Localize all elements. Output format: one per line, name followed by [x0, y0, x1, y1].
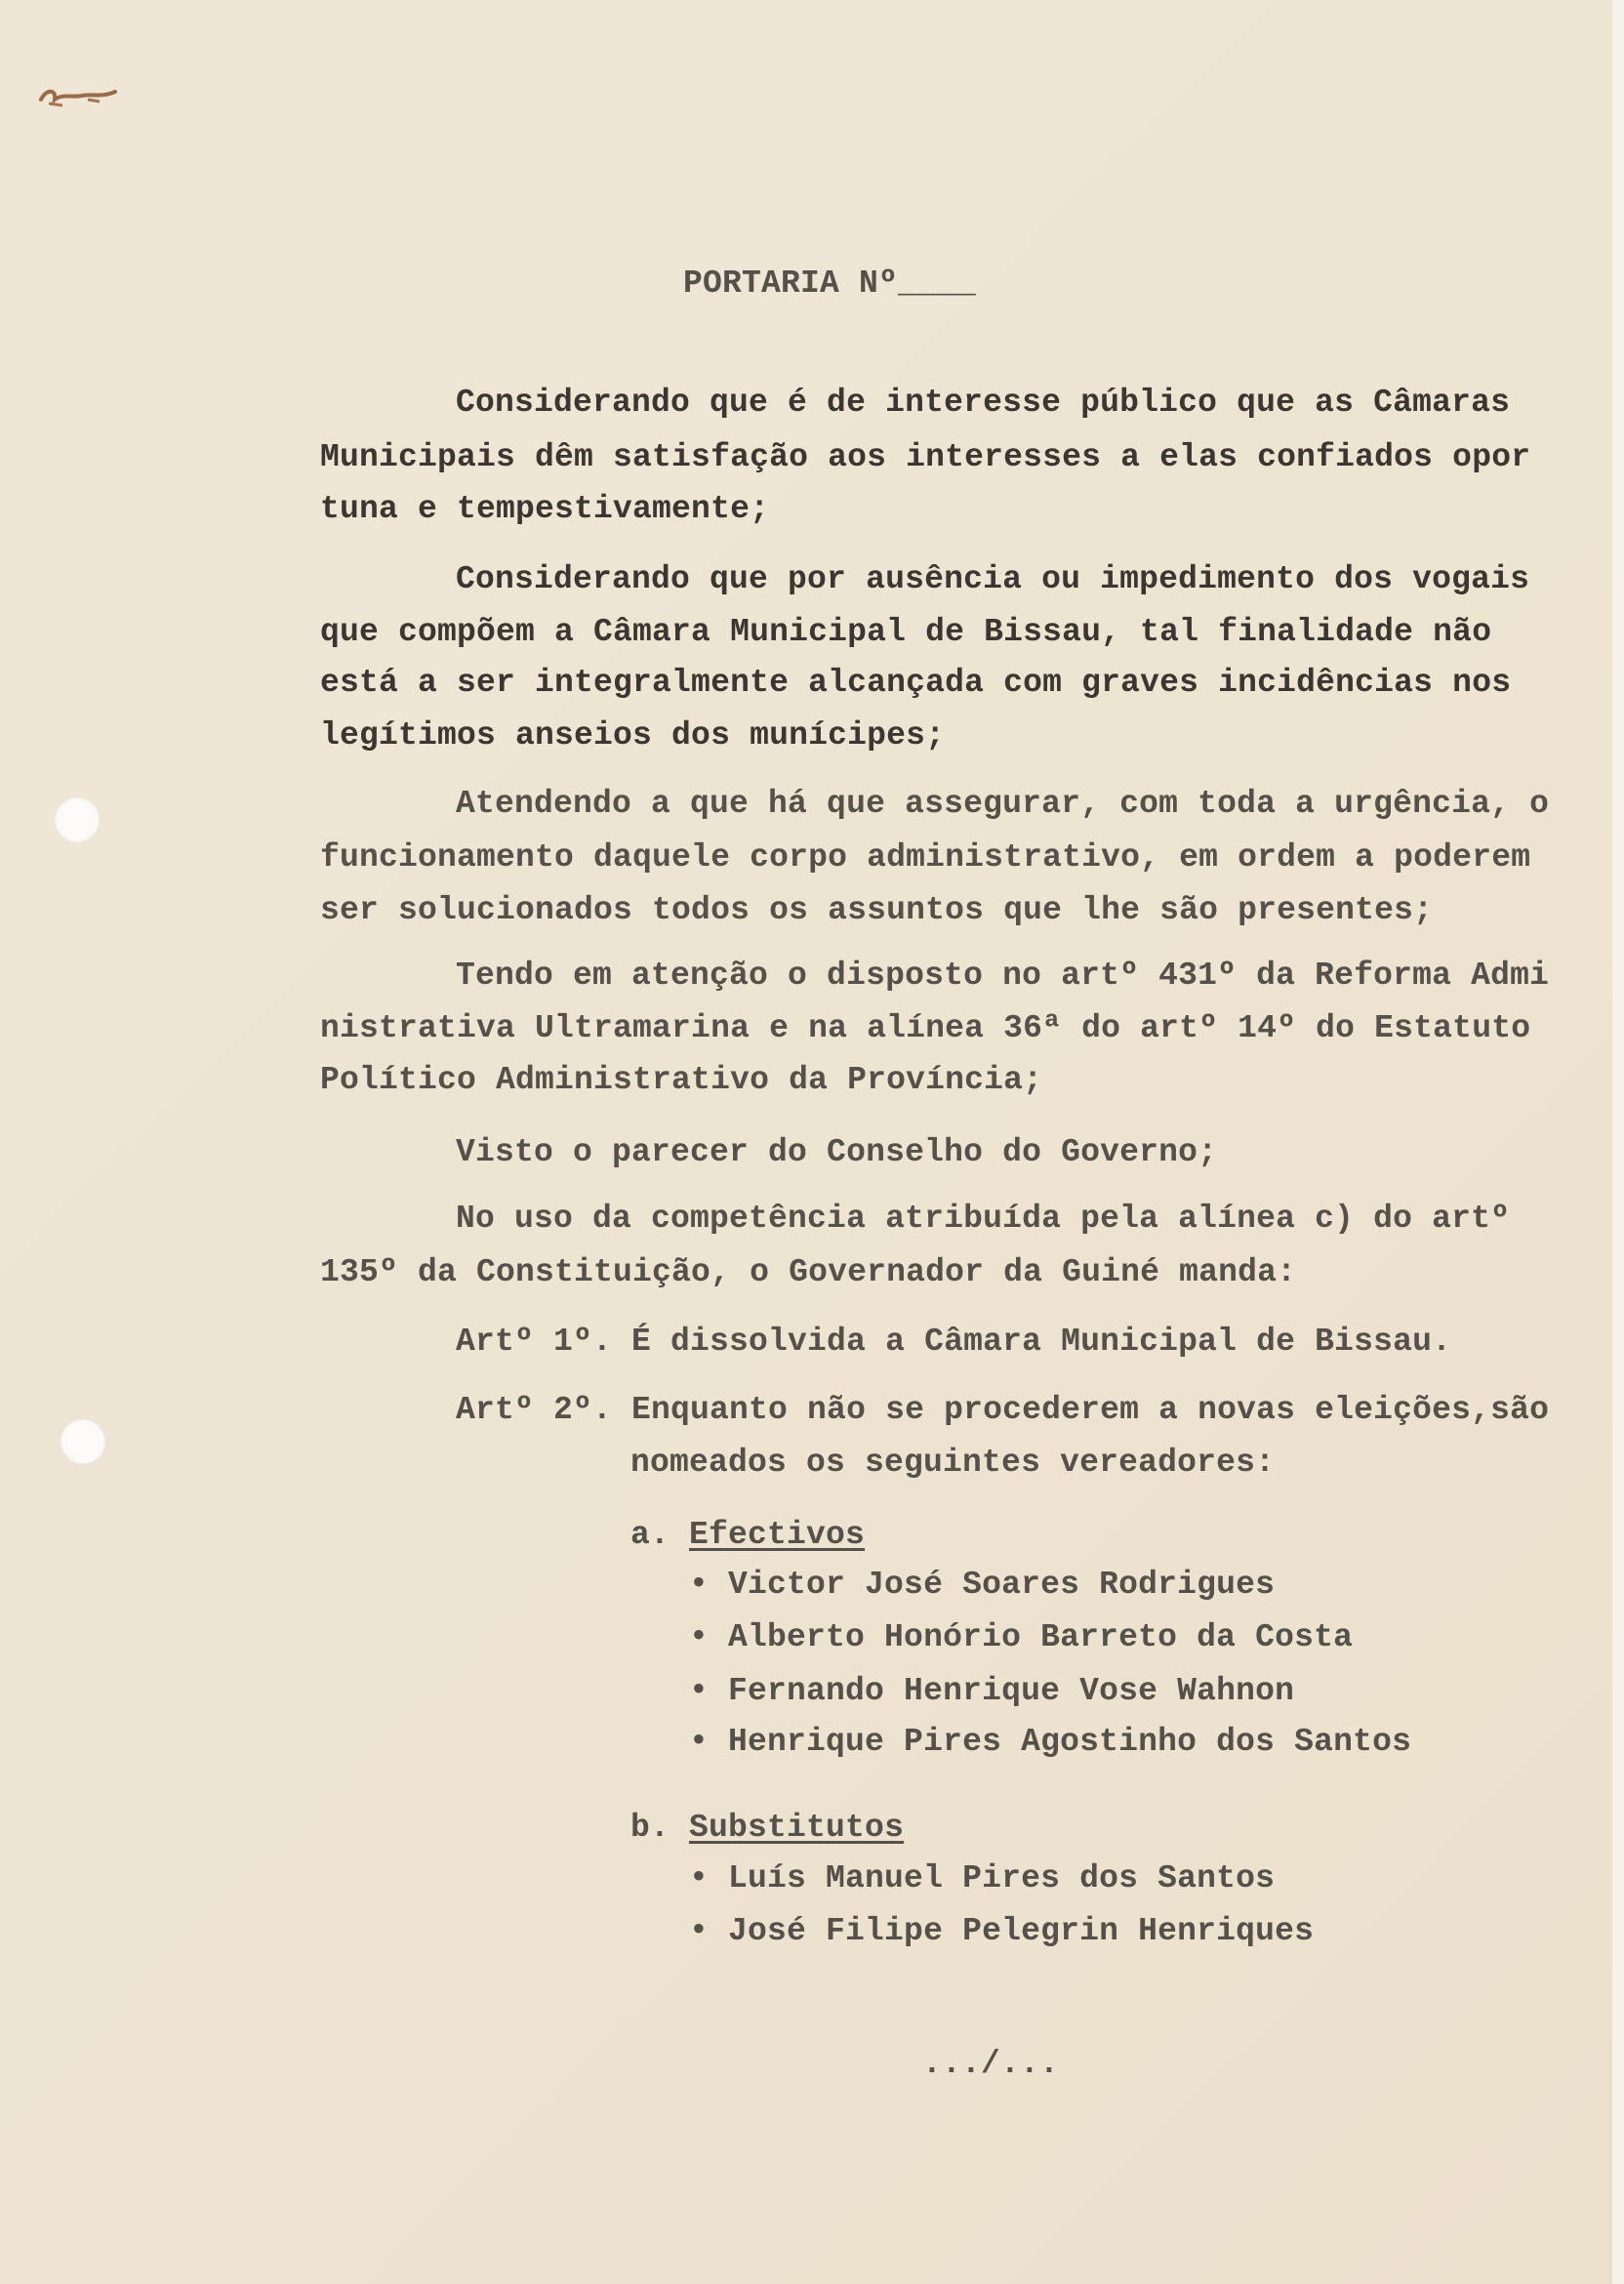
paragraph-line: Visto o parecer do Conselho do Governo; — [456, 1134, 1218, 1170]
efectivos-heading — [630, 1516, 865, 1555]
member-name: Alberto Honório Barreto da Costa — [728, 1619, 1354, 1655]
handwritten-mark-icon — [33, 80, 131, 119]
substitutos-title: Substitutos — [689, 1810, 905, 1846]
efectivos-title: Efectivos — [689, 1517, 866, 1553]
substitutos-letter: b. — [630, 1810, 670, 1846]
bullet: • — [689, 1913, 710, 1949]
paragraph-line: ser solucionados todos os assuntos que lhe são presentes; — [320, 892, 1434, 928]
paragraph-line: Considerando que é de interesse público que as Câmaras — [456, 385, 1511, 421]
substitutos-heading — [630, 1809, 904, 1848]
member-name: José Filipe Pelegrin Henriques — [728, 1913, 1315, 1949]
bullet: • — [689, 1567, 710, 1603]
efectivos-letter: a. — [630, 1517, 670, 1553]
article-1: Artº 1º. É dissolvida a Câmara Municipal de Bissau. — [456, 1324, 1452, 1360]
list-item — [689, 1566, 1275, 1605]
member-name: Fernando Henrique Vose Wahnon — [728, 1673, 1295, 1709]
paragraph-line: que compõem a Câmara Municipal de Bissau, tal finalidade não — [320, 614, 1492, 650]
paragraph-line: tuna e tempestivamente; — [320, 491, 770, 527]
paragraph-line: nistrativa Ultramarina e na alínea 36ª do artº 14º do Estatuto — [320, 1010, 1531, 1046]
member-name: Henrique Pires Agostinho dos Santos — [728, 1724, 1412, 1760]
paragraph-line: Tendo em atenção o disposto no artº 431º da Reforma Admi — [456, 958, 1550, 994]
bullet: • — [689, 1673, 710, 1709]
continuation-mark: .../... — [922, 2046, 1060, 2082]
article-2: Artº 2º. Enquanto não se procederem a novas eleições,são — [456, 1392, 1550, 1428]
list-item — [689, 1618, 1353, 1657]
bullet: • — [689, 1860, 710, 1897]
paragraph-line: funcionamento daquele corpo administrativo, em ordem a poderem — [320, 839, 1531, 876]
page-edge — [1612, 0, 1624, 2284]
list-item — [689, 1859, 1275, 1898]
list-item — [689, 1912, 1314, 1951]
member-name: Luís Manuel Pires dos Santos — [728, 1860, 1276, 1897]
list-item — [689, 1672, 1294, 1711]
paragraph-line: Político Administrativo da Província; — [320, 1062, 1043, 1098]
paragraph-line: Municipais dêm satisfação aos interesses a elas confiados opor — [320, 439, 1531, 475]
bullet: • — [689, 1724, 710, 1760]
paragraph-line: No uso da competência atribuída pela alínea c) do artº — [456, 1201, 1511, 1237]
member-name: Victor José Soares Rodrigues — [728, 1567, 1276, 1603]
bullet: • — [689, 1619, 710, 1655]
paragraph-line: Atendendo a que há que assegurar, com toda a urgência, o — [456, 786, 1550, 822]
paragraph-line: Considerando que por ausência ou impedimento dos vogais — [456, 561, 1530, 597]
article-2-continued: nomeados os seguintes vereadores: — [630, 1445, 1276, 1481]
list-item — [689, 1723, 1411, 1762]
document-title: PORTARIA Nº____ — [683, 265, 977, 302]
paragraph-line: legítimos anseios dos munícipes; — [320, 717, 946, 754]
punch-hole — [54, 796, 101, 843]
paragraph-line: 135º da Constituição, o Governador da Guiné manda: — [320, 1254, 1297, 1290]
paragraph-line: está a ser integralmente alcançada com graves incidências nos — [320, 665, 1512, 701]
punch-hole — [60, 1418, 106, 1465]
